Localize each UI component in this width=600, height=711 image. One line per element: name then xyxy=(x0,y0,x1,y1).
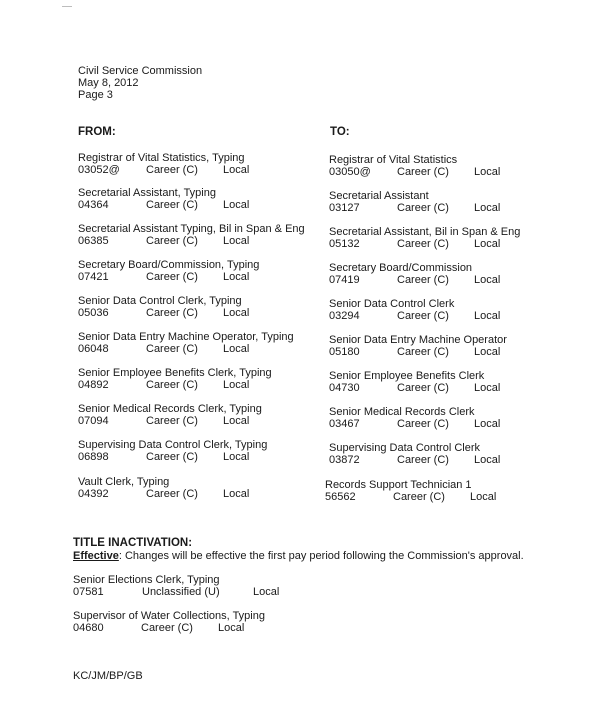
to-title: Records Support Technician 1 xyxy=(325,479,472,491)
to-code: 03294 xyxy=(329,310,360,322)
from-code: 06898 xyxy=(78,451,109,463)
from-class: Career (C) xyxy=(146,199,198,211)
to-class: Career (C) xyxy=(397,166,449,178)
from-code: 04392 xyxy=(78,488,109,500)
from-code: 07421 xyxy=(78,271,109,283)
from-entry xyxy=(78,295,250,319)
to-entry xyxy=(325,479,497,503)
to-code: 04730 xyxy=(329,382,360,394)
effective-note xyxy=(73,550,524,562)
to-class: Career (C) xyxy=(397,418,449,430)
from-jurisdiction: Local xyxy=(223,415,250,427)
from-title: Senior Data Entry Machine Operator, Typing xyxy=(78,331,294,343)
from-class: Career (C) xyxy=(146,343,198,355)
from-entry xyxy=(78,152,250,176)
to-class: Career (C) xyxy=(397,382,449,394)
to-title: Secretarial Assistant, Bil in Span & Eng xyxy=(329,226,521,238)
to-code: 05180 xyxy=(329,346,360,358)
from-code: 04892 xyxy=(78,379,109,391)
to-entry xyxy=(329,442,501,466)
to-jurisdiction: Local xyxy=(474,346,501,358)
to-class: Career (C) xyxy=(397,274,449,286)
author-initials: KC/JM/BP/GB xyxy=(73,670,143,682)
inactivation-class: Career (C) xyxy=(141,622,193,634)
from-jurisdiction: Local xyxy=(223,307,250,319)
to-title: Secretarial Assistant xyxy=(329,190,429,202)
from-entry xyxy=(78,367,272,391)
letter-header xyxy=(78,65,202,101)
from-class: Career (C) xyxy=(146,415,198,427)
from-entry xyxy=(78,331,294,355)
to-jurisdiction: Local xyxy=(474,382,501,394)
to-code: 03872 xyxy=(329,454,360,466)
from-jurisdiction: Local xyxy=(223,235,250,247)
to-class: Career (C) xyxy=(397,238,449,250)
inactivation-jurisdiction: Local xyxy=(218,622,245,634)
from-title: Vault Clerk, Typing xyxy=(78,476,170,488)
header-organization: Civil Service Commission xyxy=(78,65,203,77)
to-jurisdiction: Local xyxy=(474,418,501,430)
inactivation-class: Unclassified (U) xyxy=(142,586,220,598)
from-class: Career (C) xyxy=(146,451,198,463)
from-entry xyxy=(78,187,250,211)
from-title: Senior Data Control Clerk, Typing xyxy=(78,295,242,307)
from-class: Career (C) xyxy=(146,235,198,247)
to-code: 56562 xyxy=(325,491,356,503)
from-entry xyxy=(78,439,267,463)
inactivation-jurisdiction: Local xyxy=(253,586,280,598)
to-class: Career (C) xyxy=(397,202,449,214)
to-class: Career (C) xyxy=(397,454,449,466)
to-entry xyxy=(329,226,520,250)
to-entry xyxy=(329,406,501,430)
to-jurisdiction: Local xyxy=(474,238,501,250)
to-entry xyxy=(329,334,507,358)
to-entry xyxy=(329,262,501,286)
inactivation-code: 04680 xyxy=(73,622,104,634)
from-jurisdiction: Local xyxy=(223,451,250,463)
from-code: 06385 xyxy=(78,235,109,247)
from-title: Senior Employee Benefits Clerk, Typing xyxy=(78,367,272,379)
from-class: Career (C) xyxy=(146,164,198,176)
from-code: 05036 xyxy=(78,307,109,319)
from-entry xyxy=(78,403,262,427)
from-code: 03052@ xyxy=(78,164,120,176)
to-title: Secretary Board/Commission xyxy=(329,262,473,274)
from-title: Secretarial Assistant, Typing xyxy=(78,187,216,199)
from-entry xyxy=(78,476,250,500)
to-jurisdiction: Local xyxy=(474,310,501,322)
to-code: 05132 xyxy=(329,238,360,250)
title-inactivation-heading: TITLE INACTIVATION: xyxy=(73,537,193,549)
from-jurisdiction: Local xyxy=(223,488,250,500)
to-entry xyxy=(329,370,501,394)
from-title: Secretarial Assistant Typing, Bil in Span & Eng xyxy=(78,223,305,235)
to-jurisdiction: Local xyxy=(470,491,497,503)
from-code: 07094 xyxy=(78,415,109,427)
to-entry xyxy=(329,154,501,178)
from-jurisdiction: Local xyxy=(223,199,250,211)
to-code: 07419 xyxy=(329,274,360,286)
from-class: Career (C) xyxy=(146,307,198,319)
to-class: Career (C) xyxy=(397,346,449,358)
from-code: 04364 xyxy=(78,199,109,211)
to-jurisdiction: Local xyxy=(474,166,501,178)
to-code: 03467 xyxy=(329,418,360,430)
from-class: Career (C) xyxy=(146,271,198,283)
from-jurisdiction: Local xyxy=(223,343,250,355)
from-jurisdiction: Local xyxy=(223,164,250,176)
inactivation-entry xyxy=(73,610,265,634)
from-entry xyxy=(78,223,305,247)
effective-label: Effective xyxy=(73,550,119,562)
from-entry xyxy=(78,259,259,283)
from-title: Secretary Board/Commission, Typing xyxy=(78,259,260,271)
to-entry xyxy=(329,298,501,322)
inactivation-title: Senior Elections Clerk, Typing xyxy=(73,574,220,586)
to-entry xyxy=(329,190,501,214)
to-title: Senior Data Entry Machine Operator xyxy=(329,334,507,346)
header-page-number: Page 3 xyxy=(78,89,113,101)
to-title: Senior Employee Benefits Clerk xyxy=(329,370,485,382)
scan-mark xyxy=(62,6,72,7)
from-title: Registrar of Vital Statistics, Typing xyxy=(78,152,245,164)
from-code: 06048 xyxy=(78,343,109,355)
from-jurisdiction: Local xyxy=(223,271,250,283)
from-class: Career (C) xyxy=(146,379,198,391)
inactivation-entry xyxy=(73,574,280,598)
to-heading: TO: xyxy=(330,126,350,138)
from-class: Career (C) xyxy=(146,488,198,500)
from-heading: FROM: xyxy=(78,126,116,138)
from-title: Senior Medical Records Clerk, Typing xyxy=(78,403,262,415)
to-jurisdiction: Local xyxy=(474,274,501,286)
to-code: 03050@ xyxy=(329,166,371,178)
to-code: 03127 xyxy=(329,202,360,214)
to-class: Career (C) xyxy=(397,310,449,322)
to-title: Senior Data Control Clerk xyxy=(329,298,455,310)
to-title: Registrar of Vital Statistics xyxy=(329,154,458,166)
to-jurisdiction: Local xyxy=(474,454,501,466)
to-title: Senior Medical Records Clerk xyxy=(329,406,475,418)
inactivation-title: Supervisor of Water Collections, Typing xyxy=(73,610,265,622)
to-jurisdiction: Local xyxy=(474,202,501,214)
header-date: May 8, 2012 xyxy=(78,77,139,89)
from-title: Supervising Data Control Clerk, Typing xyxy=(78,439,268,451)
inactivation-code: 07581 xyxy=(73,586,104,598)
to-title: Supervising Data Control Clerk xyxy=(329,442,481,454)
to-class: Career (C) xyxy=(393,491,445,503)
effective-text: : Changes will be effective the first pay period following the Commission's approval. xyxy=(118,550,524,562)
from-jurisdiction: Local xyxy=(223,379,250,391)
